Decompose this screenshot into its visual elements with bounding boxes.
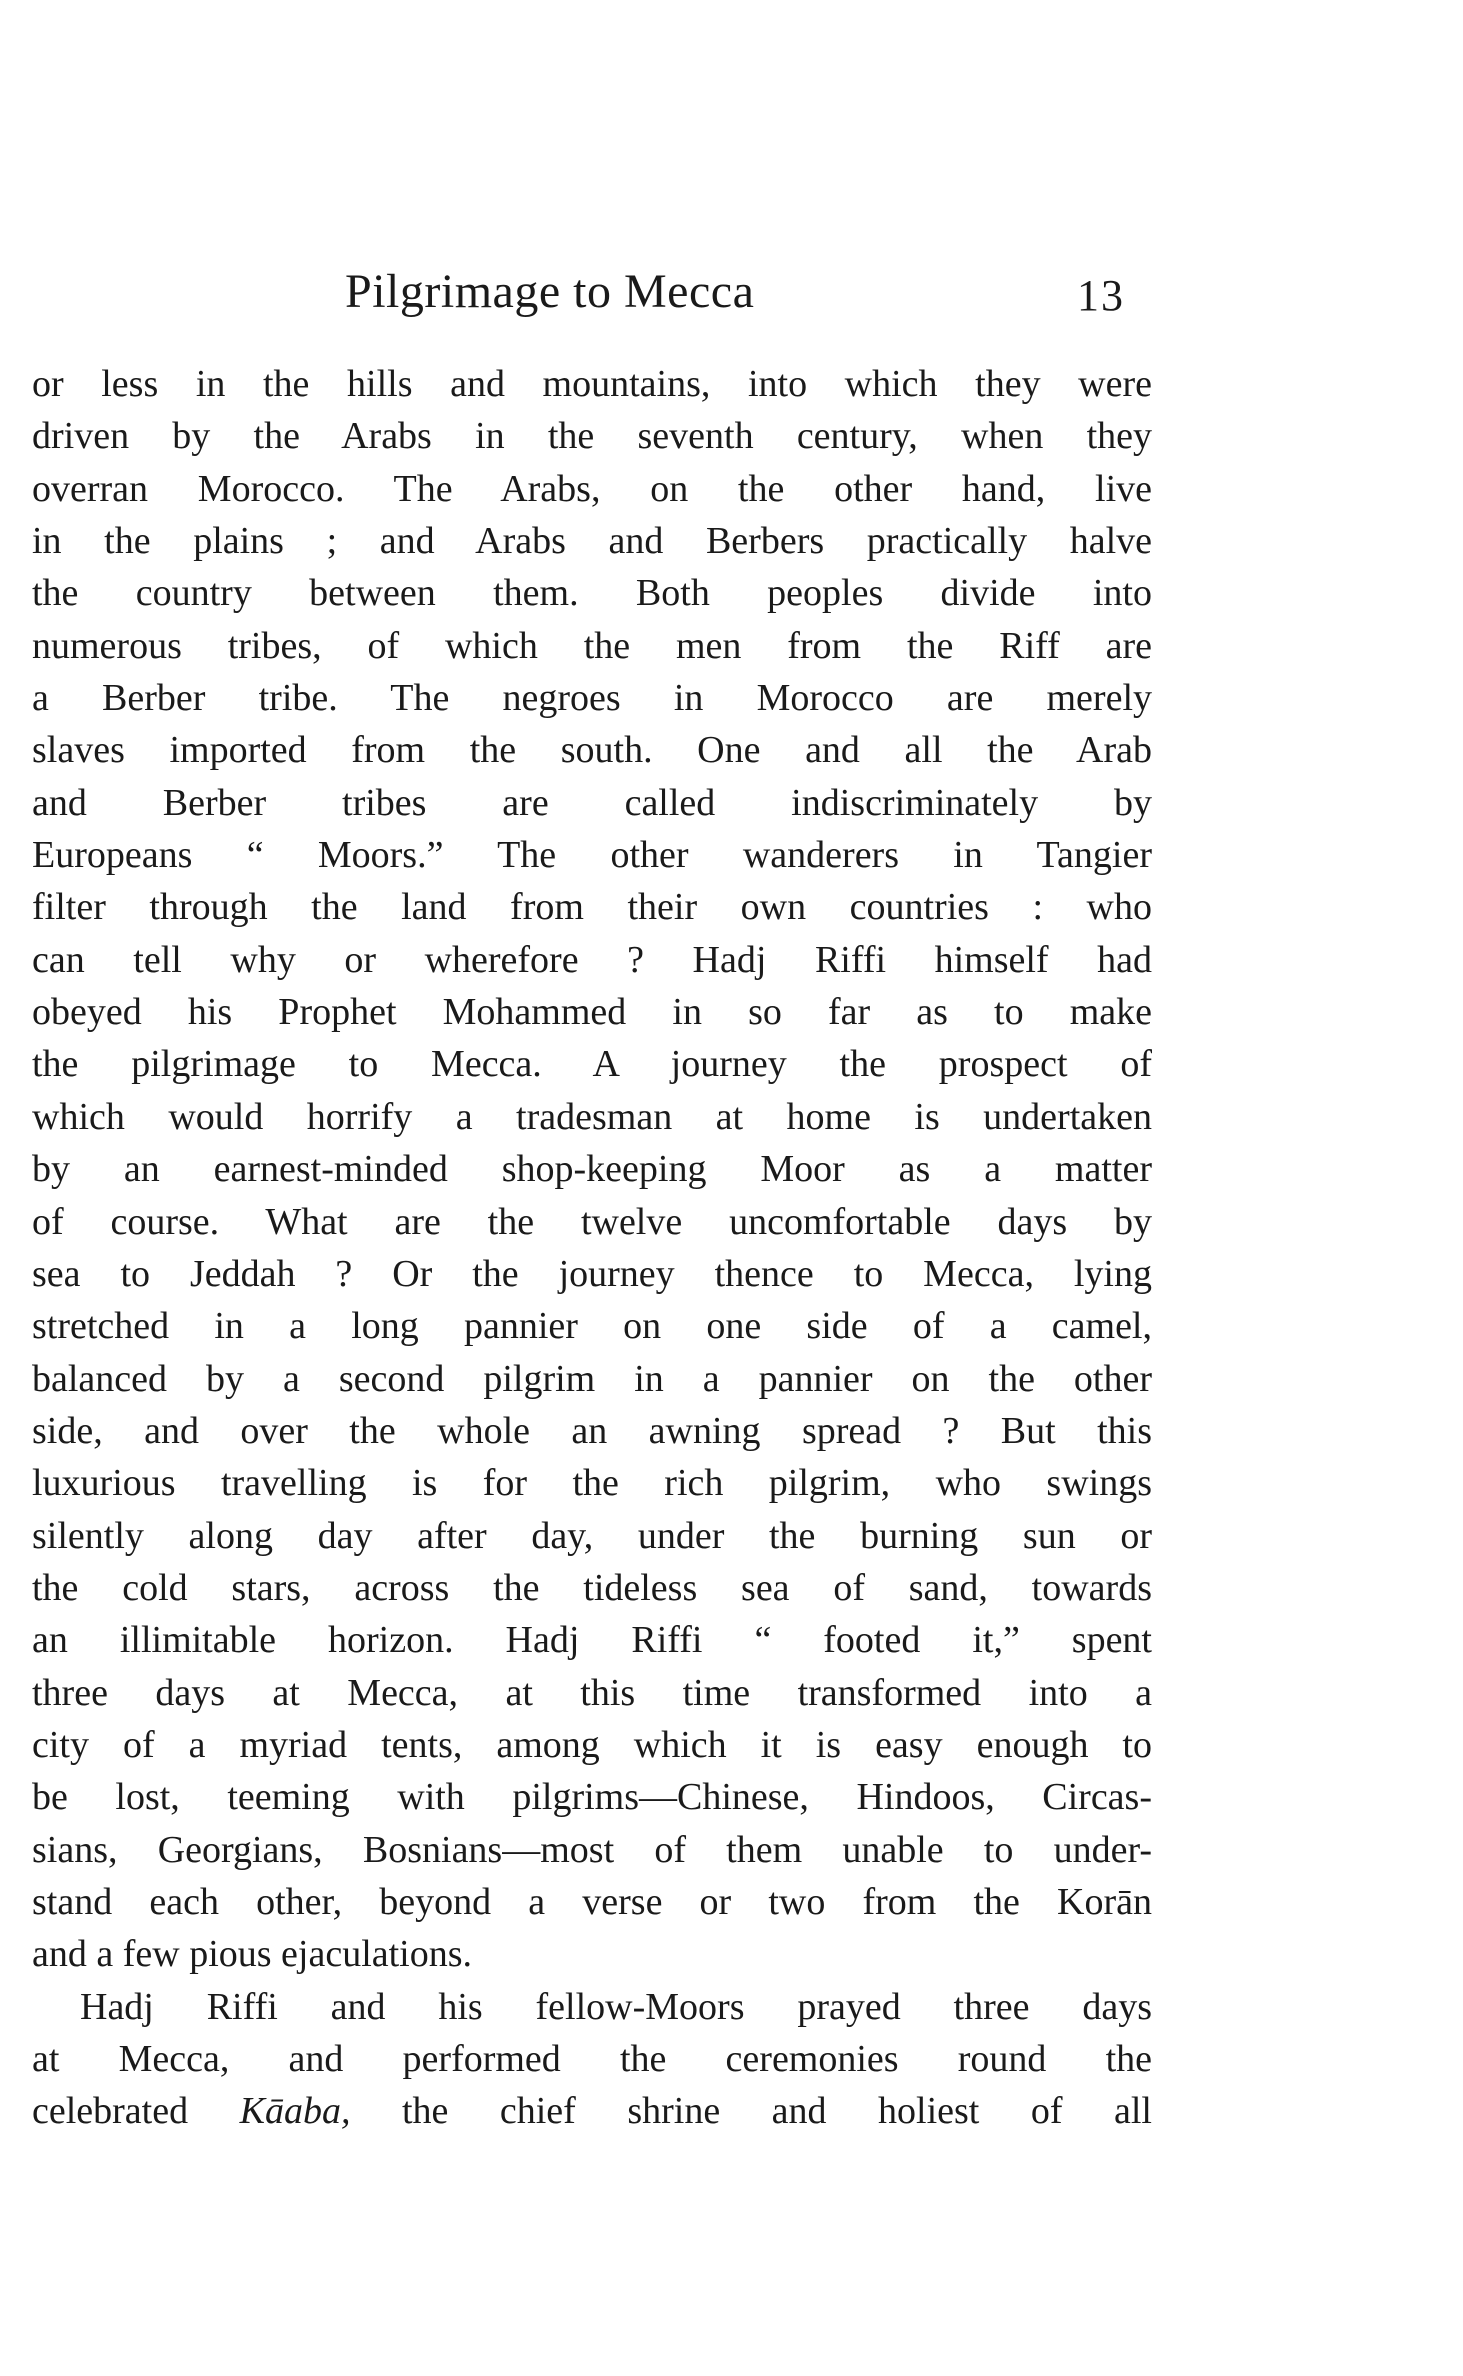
paragraph-2 xyxy=(32,1981,1152,2138)
text-line: or less in the hills and mountains, into which they were xyxy=(32,363,1152,405)
text-line: obeyed his Prophet Mohammed in so far as to make xyxy=(32,991,1152,1034)
text-line: luxurious travelling is for the rich pilgrim, who swings xyxy=(32,1462,1152,1505)
text-line: sians, Georgians, Bosnians—most of them unable to under- xyxy=(32,1828,1152,1871)
text-line: be lost, teeming with pilgrims—Chinese, Hindoos, Circas- xyxy=(32,1776,1152,1819)
text-line: numerous tribes, of which the men from the Riff are xyxy=(32,624,1152,667)
italic-term: Kāaba, xyxy=(239,2090,351,2133)
text-line: filter through the land from their own countries : who xyxy=(32,886,1152,929)
text-line: three days at Mecca, at this time transformed into a xyxy=(32,1671,1152,1714)
text-line: sea to Jeddah ? Or the journey thence to Mecca, lying xyxy=(32,1252,1152,1295)
text-line: of course. What are the twelve uncomfortable days by xyxy=(32,1200,1152,1243)
text-line: silently along day after day, under the burning sun or xyxy=(32,1514,1152,1557)
text-line: the pilgrimage to Mecca. A journey the prospect of xyxy=(32,1043,1152,1086)
page-number: 13 xyxy=(1077,271,1125,320)
text-line: stand each other, beyond a verse or two from the Korān xyxy=(32,1880,1152,1923)
text-line: the cold stars, across the tideless sea of sand, towards xyxy=(32,1566,1152,1609)
text-line: overran Morocco. The Arabs, on the other hand, live xyxy=(32,467,1152,510)
paragraph-1 xyxy=(32,358,1152,1981)
text-run: celebrated xyxy=(32,2090,240,2133)
text-line: and Berber tribes are called indiscriminately by xyxy=(32,781,1152,824)
text-line: Europeans “ Moors.” The other wanderers in Tangier xyxy=(32,834,1152,877)
text-line: balanced by a second pilgrim in a pannier on the other xyxy=(32,1357,1152,1400)
text-line: driven by the Arabs in the seventh century, when they xyxy=(32,415,1152,458)
running-head xyxy=(345,262,1125,322)
text-line: at Mecca, and performed the ceremonies round the xyxy=(32,2038,1152,2080)
text-line: and a few pious ejaculations. xyxy=(32,1933,473,1976)
text-line: can tell why or wherefore ? Hadj Riffi himself had xyxy=(32,938,1152,981)
text-line: a Berber tribe. The negroes in Morocco are merely xyxy=(32,677,1152,720)
text-line: stretched in a long pannier on one side of a camel, xyxy=(32,1305,1152,1348)
text-line: city of a myriad tents, among which it is easy enough to xyxy=(32,1723,1152,1766)
text-run: the chief shrine and holiest of all xyxy=(350,2090,1152,2133)
running-title: Pilgrimage to Mecca xyxy=(345,265,755,318)
text-line: which would horrify a tradesman at home is undertaken xyxy=(32,1095,1152,1138)
text-line: slaves imported from the south. One and all the Arab xyxy=(32,729,1152,772)
text-line: an illimitable horizon. Hadj Riffi “ footed it,” spent xyxy=(32,1619,1152,1662)
text-line: Hadj Riffi and his fellow-Moors prayed three days xyxy=(80,1985,1152,2028)
text-line: by an earnest-minded shop-keeping Moor as a matter xyxy=(32,1148,1152,1191)
text-line xyxy=(32,2085,1152,2137)
body-text xyxy=(32,358,1152,2138)
text-line: in the plains ; and Arabs and Berbers practically halve xyxy=(32,520,1152,563)
text-line: the country between them. Both peoples divide into xyxy=(32,572,1152,615)
text-line: side, and over the whole an awning spread ? But this xyxy=(32,1409,1152,1452)
